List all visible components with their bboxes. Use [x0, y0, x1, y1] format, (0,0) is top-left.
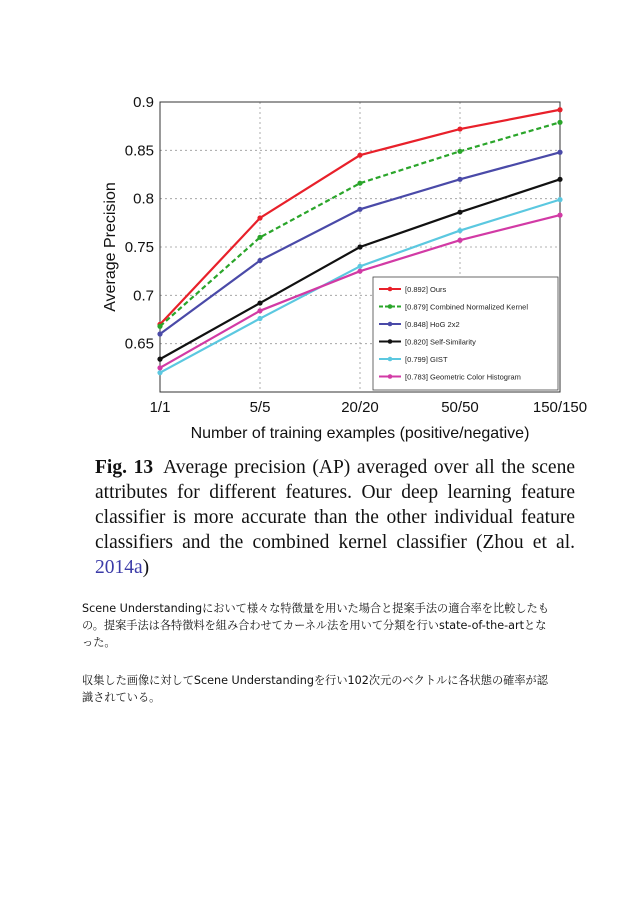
data-point — [457, 149, 462, 154]
legend-label: [0.848] HoG 2x2 — [405, 320, 460, 329]
caption-text: Average precision (AP) averaged over all the scene attributes for different features. Our deep learning feature classifier is more accurate than the other individual feature classifiers and the combined kernel classifier (Zhou et al. — [95, 457, 575, 553]
data-point — [357, 264, 362, 269]
data-point — [357, 153, 362, 158]
data-point — [357, 181, 362, 186]
data-point — [257, 258, 262, 263]
data-point — [457, 228, 462, 233]
y-tick-label: 0.85 — [124, 142, 154, 160]
y-tick-label: 0.8 — [133, 190, 154, 208]
data-point — [357, 244, 362, 249]
data-point — [457, 210, 462, 215]
figure-number: Fig. 13 — [95, 457, 154, 478]
y-ticks — [125, 94, 154, 353]
data-point — [557, 213, 562, 218]
y-axis-label: Average Precision — [102, 182, 119, 312]
data-point — [157, 324, 162, 329]
data-point — [557, 107, 562, 112]
y-tick-label: 0.9 — [133, 94, 154, 111]
summary-paragraph: 収集した画像に対してScene Understandingを行い102次元のベクトルに各状態の確率が認識されている。 — [82, 674, 548, 704]
data-point — [357, 269, 362, 274]
legend-marker — [388, 287, 393, 292]
data-point — [457, 177, 462, 182]
legend-label: [0.892] Ours — [405, 285, 447, 294]
x-tick-label: 20/20 — [341, 399, 379, 416]
legend-marker — [388, 322, 393, 327]
legend-label: [0.820] Self-Similarity — [405, 337, 476, 347]
data-point — [457, 238, 462, 243]
data-point — [257, 235, 262, 240]
citation-year: 2014a — [95, 557, 143, 578]
x-tick-label: 150/150 — [532, 399, 588, 416]
legend-marker — [388, 357, 393, 362]
data-point — [157, 365, 162, 370]
data-point — [457, 126, 462, 131]
caption-close: ) — [142, 557, 150, 578]
data-point — [357, 207, 362, 212]
legend-label: [0.799] GIST — [405, 355, 448, 364]
description-paragraph: Scene Understandingにおいて様々な特徴量を用いた場合と提案手法の適合率を比較したもの。提案手法は各特徴料を組み合わせてカーネル法を用いて分類を行いstate-of-the-artとなった。 — [82, 602, 549, 649]
legend-marker — [388, 304, 393, 309]
y-tick-label: 0.75 — [124, 239, 154, 256]
data-point — [257, 215, 262, 220]
y-tick-label: 0.65 — [124, 335, 154, 353]
legend-label: [0.879] Combined Normalized Kernel — [405, 302, 528, 312]
data-point — [157, 357, 162, 362]
data-point — [257, 300, 262, 305]
data-point — [157, 331, 162, 336]
data-point — [557, 120, 562, 125]
figure-chart — [95, 85, 588, 445]
y-tick-label: 0.7 — [133, 287, 154, 305]
legend-marker — [388, 339, 393, 344]
x-tick-label: 5/5 — [249, 399, 271, 416]
figure-caption — [95, 455, 575, 580]
legend-marker — [388, 374, 393, 379]
legend-label: [0.783] Geometric Color Histogram — [405, 372, 521, 382]
x-axis-label: Number of training examples (positive/negative) — [190, 425, 530, 442]
data-point — [557, 177, 562, 182]
x-ticks — [150, 399, 588, 416]
data-point — [557, 197, 562, 202]
data-point — [557, 150, 562, 155]
x-tick-label: 50/50 — [441, 399, 479, 416]
legend — [373, 277, 558, 390]
x-tick-label: 1/1 — [149, 399, 171, 416]
data-point — [157, 370, 162, 375]
data-point — [257, 316, 262, 321]
data-point — [257, 308, 262, 313]
line-chart — [95, 85, 588, 445]
